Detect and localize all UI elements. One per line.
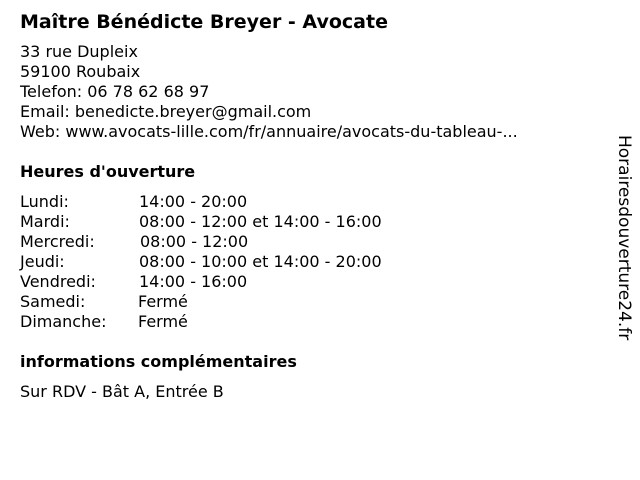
hours-row-lundi — [20, 192, 600, 212]
street-address: 33 rue Dupleix — [20, 42, 138, 61]
web-line[interactable]: Web: www.avocats-lille.com/fr/annuaire/avocats-du-tableau-... — [20, 122, 518, 141]
time-value: Fermé — [138, 312, 188, 331]
time-value: 08:00 - 10:00 et 14:00 - 20:00 — [139, 252, 382, 271]
hours-row-mardi — [20, 212, 600, 232]
info-text: Sur RDV - Bât A, Entrée B — [20, 382, 224, 401]
time-value: 08:00 - 12:00 et 14:00 - 16:00 — [139, 212, 382, 231]
day-label: Jeudi: — [20, 252, 65, 271]
day-label: Dimanche: — [20, 312, 107, 331]
hours-row-mercredi — [20, 232, 600, 252]
time-value: 14:00 - 16:00 — [139, 272, 248, 291]
hours-row-vendredi — [20, 272, 600, 292]
day-label: Vendredi: — [20, 272, 96, 291]
hours-heading: Heures d'ouverture — [20, 162, 196, 181]
business-card — [20, 10, 600, 402]
info-heading: informations complémentaires — [20, 352, 297, 371]
time-value: Fermé — [138, 292, 188, 311]
brand-watermark: Horairesdouverture24.fr — [614, 135, 634, 341]
hours-row-samedi — [20, 292, 600, 312]
hours-row-dimanche — [20, 312, 600, 332]
day-label: Lundi: — [20, 192, 69, 211]
day-label: Mercredi: — [20, 232, 95, 251]
email-line[interactable]: Email: benedicte.breyer@gmail.com — [20, 102, 312, 121]
phone-line[interactable]: Telefon: 06 78 62 68 97 — [20, 82, 210, 101]
city-postal: 59100 Roubaix — [20, 62, 141, 81]
hours-row-jeudi — [20, 252, 600, 272]
day-label: Samedi: — [20, 292, 86, 311]
time-value: 08:00 - 12:00 — [140, 232, 249, 251]
address-block — [20, 42, 600, 142]
page-title: Maître Bénédicte Breyer - Avocate — [20, 11, 388, 33]
day-label: Mardi: — [20, 212, 70, 231]
time-value: 14:00 - 20:00 — [139, 192, 248, 211]
hours-table — [20, 192, 600, 332]
